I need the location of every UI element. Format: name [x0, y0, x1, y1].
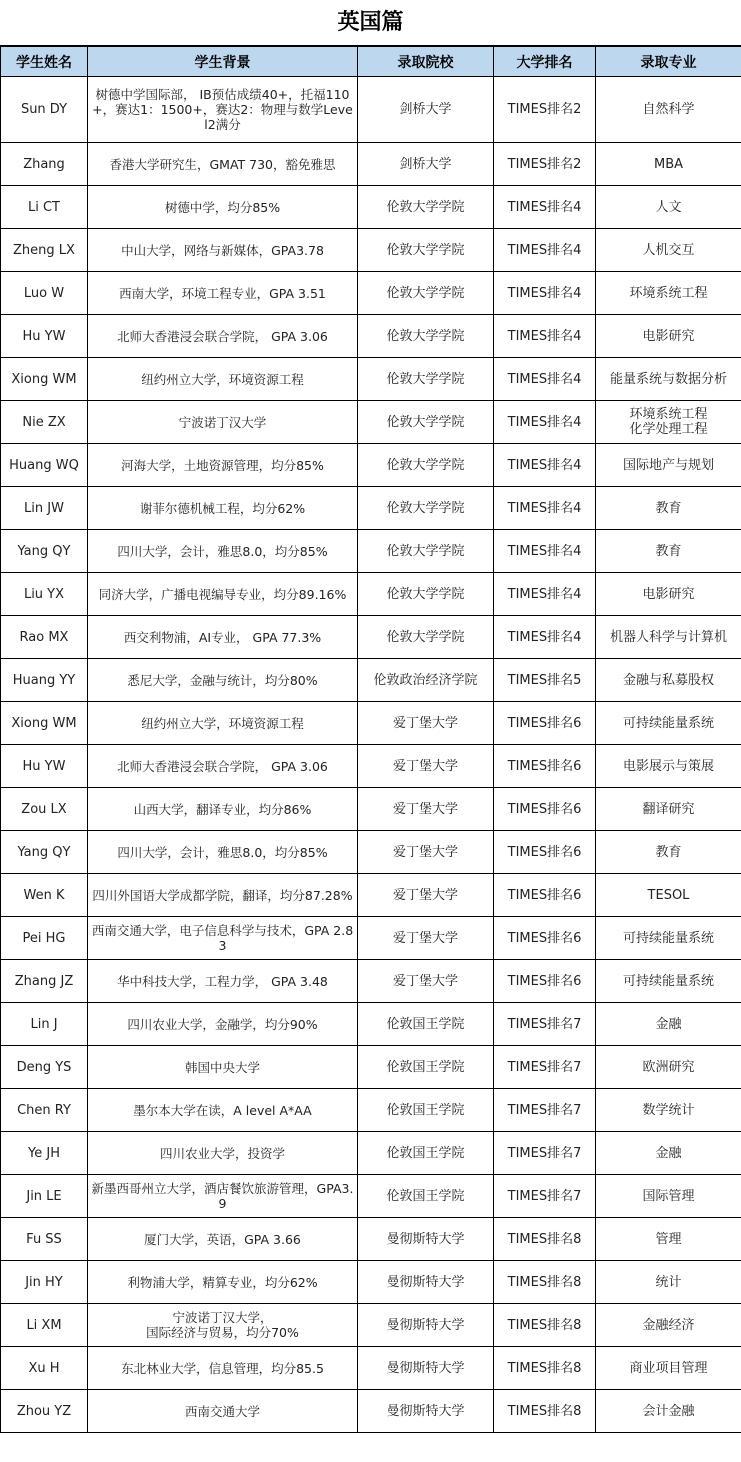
- university-ranking-cell: TIMES排名6: [494, 960, 596, 1003]
- student-background-cell: 四川外国语大学成都学院，翻译，均分87.28%: [88, 874, 358, 917]
- student-name-cell: Li CT: [1, 186, 88, 229]
- admitted-major-cell: 国际管理: [596, 1175, 741, 1218]
- admitted-major-cell: 能量系统与数据分析: [596, 358, 741, 401]
- student-background-cell: 西南交通大学: [88, 1390, 358, 1433]
- admitted-school-cell: 伦敦国王学院: [358, 1003, 494, 1046]
- admitted-school-cell: 爱丁堡大学: [358, 788, 494, 831]
- table-row: [1, 229, 741, 272]
- admitted-major-cell: 环境系统工程: [596, 272, 741, 315]
- student-name-cell: Li XM: [1, 1304, 88, 1347]
- student-name-cell: Zhou YZ: [1, 1390, 88, 1433]
- admitted-school-cell: 伦敦大学学院: [358, 186, 494, 229]
- admitted-school-cell: 伦敦国王学院: [358, 1089, 494, 1132]
- admitted-school-cell: 曼彻斯特大学: [358, 1304, 494, 1347]
- admitted-school-cell: 伦敦大学学院: [358, 444, 494, 487]
- student-background-cell: 树德中学，均分85%: [88, 186, 358, 229]
- student-background-cell: 西南大学，环境工程专业，GPA 3.51: [88, 272, 358, 315]
- header-university-ranking: 大学排名: [494, 47, 596, 77]
- table-row: [1, 960, 741, 1003]
- university-ranking-cell: TIMES排名7: [494, 1046, 596, 1089]
- admitted-major-cell: 金融: [596, 1132, 741, 1175]
- admissions-table: [0, 46, 741, 1433]
- university-ranking-cell: TIMES排名5: [494, 659, 596, 702]
- admitted-school-cell: 爱丁堡大学: [358, 960, 494, 1003]
- university-ranking-cell: TIMES排名4: [494, 573, 596, 616]
- table-row: [1, 1218, 741, 1261]
- admitted-major-cell: 欧洲研究: [596, 1046, 741, 1089]
- student-background-cell: 香港大学研究生，GMAT 730，豁免雅思: [88, 143, 358, 186]
- admitted-major-cell: 教育: [596, 530, 741, 573]
- admitted-school-cell: 曼彻斯特大学: [358, 1347, 494, 1390]
- student-background-cell: 同济大学，广播电视编导专业，均分89.16%: [88, 573, 358, 616]
- admitted-major-cell: 金融: [596, 1003, 741, 1046]
- admitted-school-cell: 爱丁堡大学: [358, 874, 494, 917]
- student-background-cell: 山西大学，翻译专业，均分86%: [88, 788, 358, 831]
- admitted-major-cell: 教育: [596, 831, 741, 874]
- admitted-major-cell: 可持续能量系统: [596, 960, 741, 1003]
- table-row: [1, 272, 741, 315]
- student-name-cell: Liu YX: [1, 573, 88, 616]
- student-background-cell: 新墨西哥州立大学，酒店餐饮旅游管理，GPA3.9: [88, 1175, 358, 1218]
- student-name-cell: Jin HY: [1, 1261, 88, 1304]
- admitted-school-cell: 剑桥大学: [358, 143, 494, 186]
- student-name-cell: Pei HG: [1, 917, 88, 960]
- university-ranking-cell: TIMES排名4: [494, 401, 596, 444]
- header-row: [1, 47, 741, 77]
- admitted-major-cell: 国际地产与规划: [596, 444, 741, 487]
- admitted-major-cell: MBA: [596, 143, 741, 186]
- admitted-major-cell: 金融经济: [596, 1304, 741, 1347]
- admitted-major-cell: 机器人科学与计算机: [596, 616, 741, 659]
- university-ranking-cell: TIMES排名4: [494, 616, 596, 659]
- table-row: [1, 917, 741, 960]
- university-ranking-cell: TIMES排名7: [494, 1089, 596, 1132]
- university-ranking-cell: TIMES排名4: [494, 444, 596, 487]
- admitted-school-cell: 伦敦大学学院: [358, 616, 494, 659]
- university-ranking-cell: TIMES排名4: [494, 186, 596, 229]
- student-name-cell: Huang WQ: [1, 444, 88, 487]
- student-background-cell: 中山大学，网络与新媒体，GPA3.78: [88, 229, 358, 272]
- header-admitted-major: 录取专业: [596, 47, 741, 77]
- admitted-school-cell: 爱丁堡大学: [358, 917, 494, 960]
- student-name-cell: Zou LX: [1, 788, 88, 831]
- admitted-school-cell: 曼彻斯特大学: [358, 1390, 494, 1433]
- admitted-school-cell: 伦敦大学学院: [358, 229, 494, 272]
- student-name-cell: Xiong WM: [1, 702, 88, 745]
- admitted-major-cell: 可持续能量系统: [596, 917, 741, 960]
- student-background-cell: 谢菲尔德机械工程，均分62%: [88, 487, 358, 530]
- admitted-school-cell: 曼彻斯特大学: [358, 1261, 494, 1304]
- university-ranking-cell: TIMES排名4: [494, 272, 596, 315]
- university-ranking-cell: TIMES排名7: [494, 1003, 596, 1046]
- student-name-cell: Zhang JZ: [1, 960, 88, 1003]
- student-background-cell: 悉尼大学，金融与统计，均分80%: [88, 659, 358, 702]
- table-row: [1, 530, 741, 573]
- admitted-school-cell: 伦敦大学学院: [358, 573, 494, 616]
- student-name-cell: Yang QY: [1, 530, 88, 573]
- table-row: [1, 1175, 741, 1218]
- table-row: [1, 616, 741, 659]
- admitted-school-cell: 伦敦大学学院: [358, 530, 494, 573]
- table-row: [1, 77, 741, 143]
- university-ranking-cell: TIMES排名6: [494, 745, 596, 788]
- student-name-cell: Fu SS: [1, 1218, 88, 1261]
- table-row: [1, 831, 741, 874]
- admitted-school-cell: 伦敦大学学院: [358, 315, 494, 358]
- table-row: [1, 659, 741, 702]
- admitted-school-cell: 曼彻斯特大学: [358, 1218, 494, 1261]
- university-ranking-cell: TIMES排名6: [494, 917, 596, 960]
- university-ranking-cell: TIMES排名8: [494, 1304, 596, 1347]
- student-name-cell: Sun DY: [1, 77, 88, 143]
- student-background-cell: 树德中学国际部， IB预估成绩40+，托福110+，赛达1：1500+，赛达2：物理与数学Level2满分: [88, 77, 358, 143]
- admitted-school-cell: 伦敦大学学院: [358, 401, 494, 444]
- table-row: [1, 315, 741, 358]
- admitted-major-cell: 翻译研究: [596, 788, 741, 831]
- admitted-school-cell: 伦敦国王学院: [358, 1175, 494, 1218]
- admitted-major-cell: 可持续能量系统: [596, 702, 741, 745]
- university-ranking-cell: TIMES排名8: [494, 1261, 596, 1304]
- table-row: [1, 1046, 741, 1089]
- header-student-name: 学生姓名: [1, 47, 88, 77]
- table-row: [1, 874, 741, 917]
- university-ranking-cell: TIMES排名4: [494, 229, 596, 272]
- table-row: [1, 1132, 741, 1175]
- student-background-cell: 四川农业大学，投资学: [88, 1132, 358, 1175]
- student-background-cell: 厦门大学，英语，GPA 3.66: [88, 1218, 358, 1261]
- admitted-school-cell: 伦敦大学学院: [358, 272, 494, 315]
- student-name-cell: Jin LE: [1, 1175, 88, 1218]
- admitted-school-cell: 剑桥大学: [358, 77, 494, 143]
- student-background-cell: 西交利物浦，AI专业， GPA 77.3%: [88, 616, 358, 659]
- university-ranking-cell: TIMES排名2: [494, 143, 596, 186]
- student-background-cell: 纽约州立大学，环境资源工程: [88, 702, 358, 745]
- table-row: [1, 1003, 741, 1046]
- student-background-cell: 纽约州立大学，环境资源工程: [88, 358, 358, 401]
- student-background-cell: 四川大学，会计，雅思8.0，均分85%: [88, 831, 358, 874]
- student-name-cell: Hu YW: [1, 315, 88, 358]
- student-name-cell: Zheng LX: [1, 229, 88, 272]
- university-ranking-cell: TIMES排名7: [494, 1132, 596, 1175]
- student-name-cell: Yang QY: [1, 831, 88, 874]
- table-row: [1, 186, 741, 229]
- university-ranking-cell: TIMES排名4: [494, 530, 596, 573]
- student-background-cell: 河海大学，土地资源管理，均分85%: [88, 444, 358, 487]
- table-row: [1, 702, 741, 745]
- admitted-major-cell: TESOL: [596, 874, 741, 917]
- page-title: 英国篇: [0, 0, 741, 46]
- header-admitted-school: 录取院校: [358, 47, 494, 77]
- admitted-school-cell: 伦敦大学学院: [358, 487, 494, 530]
- student-name-cell: Wen K: [1, 874, 88, 917]
- table-row: [1, 487, 741, 530]
- table-row: [1, 745, 741, 788]
- student-background-cell: 北师大香港浸会联合学院， GPA 3.06: [88, 745, 358, 788]
- admitted-major-cell: 人文: [596, 186, 741, 229]
- university-ranking-cell: TIMES排名4: [494, 487, 596, 530]
- student-background-cell: 东北林业大学，信息管理，均分85.5: [88, 1347, 358, 1390]
- table-row: [1, 573, 741, 616]
- university-ranking-cell: TIMES排名6: [494, 702, 596, 745]
- admitted-major-cell: 电影研究: [596, 315, 741, 358]
- admitted-major-cell: 金融与私募股权: [596, 659, 741, 702]
- admitted-school-cell: 爱丁堡大学: [358, 702, 494, 745]
- student-name-cell: Xiong WM: [1, 358, 88, 401]
- table-row: [1, 1390, 741, 1433]
- student-background-cell: 利物浦大学，精算专业，均分62%: [88, 1261, 358, 1304]
- admitted-school-cell: 爱丁堡大学: [358, 831, 494, 874]
- admitted-major-cell: 自然科学: [596, 77, 741, 143]
- table-row: [1, 788, 741, 831]
- admitted-major-cell: 人机交互: [596, 229, 741, 272]
- admitted-major-cell: 教育: [596, 487, 741, 530]
- student-background-cell: 北师大香港浸会联合学院， GPA 3.06: [88, 315, 358, 358]
- admitted-school-cell: 伦敦政治经济学院: [358, 659, 494, 702]
- admitted-school-cell: 爱丁堡大学: [358, 745, 494, 788]
- table-row: [1, 401, 741, 444]
- student-background-cell: 宁波诺丁汉大学， 国际经济与贸易，均分70%: [88, 1304, 358, 1347]
- university-ranking-cell: TIMES排名6: [494, 831, 596, 874]
- student-name-cell: Deng YS: [1, 1046, 88, 1089]
- student-name-cell: Chen RY: [1, 1089, 88, 1132]
- student-name-cell: Xu H: [1, 1347, 88, 1390]
- university-ranking-cell: TIMES排名8: [494, 1218, 596, 1261]
- admitted-major-cell: 电影展示与策展: [596, 745, 741, 788]
- admitted-major-cell: 商业项目管理: [596, 1347, 741, 1390]
- student-name-cell: Zhang: [1, 143, 88, 186]
- table-row: [1, 1089, 741, 1132]
- university-ranking-cell: TIMES排名6: [494, 874, 596, 917]
- student-name-cell: Hu YW: [1, 745, 88, 788]
- student-background-cell: 四川大学，会计，雅思8.0，均分85%: [88, 530, 358, 573]
- table-row: [1, 143, 741, 186]
- student-background-cell: 四川农业大学，金融学，均分90%: [88, 1003, 358, 1046]
- student-name-cell: Rao MX: [1, 616, 88, 659]
- table-row: [1, 1347, 741, 1390]
- table-row: [1, 444, 741, 487]
- student-background-cell: 西南交通大学，电子信息科学与技术，GPA 2.83: [88, 917, 358, 960]
- student-name-cell: Nie ZX: [1, 401, 88, 444]
- student-background-cell: 韩国中央大学: [88, 1046, 358, 1089]
- admitted-school-cell: 伦敦国王学院: [358, 1046, 494, 1089]
- university-ranking-cell: TIMES排名4: [494, 358, 596, 401]
- header-student-background: 学生背景: [88, 47, 358, 77]
- table-row: [1, 1261, 741, 1304]
- university-ranking-cell: TIMES排名6: [494, 788, 596, 831]
- student-background-cell: 墨尔本大学在读，A level A*AA: [88, 1089, 358, 1132]
- university-ranking-cell: TIMES排名8: [494, 1390, 596, 1433]
- university-ranking-cell: TIMES排名2: [494, 77, 596, 143]
- student-name-cell: Ye JH: [1, 1132, 88, 1175]
- student-background-cell: 华中科技大学，工程力学， GPA 3.48: [88, 960, 358, 1003]
- admitted-major-cell: 会计金融: [596, 1390, 741, 1433]
- student-name-cell: Lin JW: [1, 487, 88, 530]
- admitted-major-cell: 数学统计: [596, 1089, 741, 1132]
- table-body: [1, 77, 741, 1433]
- student-background-cell: 宁波诺丁汉大学: [88, 401, 358, 444]
- admitted-school-cell: 伦敦国王学院: [358, 1132, 494, 1175]
- admitted-major-cell: 管理: [596, 1218, 741, 1261]
- university-ranking-cell: TIMES排名8: [494, 1347, 596, 1390]
- table-row: [1, 1304, 741, 1347]
- student-name-cell: Huang YY: [1, 659, 88, 702]
- admitted-major-cell: 电影研究: [596, 573, 741, 616]
- student-name-cell: Lin J: [1, 1003, 88, 1046]
- admitted-major-cell: 环境系统工程 化学处理工程: [596, 401, 741, 444]
- student-name-cell: Luo W: [1, 272, 88, 315]
- admitted-school-cell: 伦敦大学学院: [358, 358, 494, 401]
- university-ranking-cell: TIMES排名7: [494, 1175, 596, 1218]
- admitted-major-cell: 统计: [596, 1261, 741, 1304]
- table-row: [1, 358, 741, 401]
- university-ranking-cell: TIMES排名4: [494, 315, 596, 358]
